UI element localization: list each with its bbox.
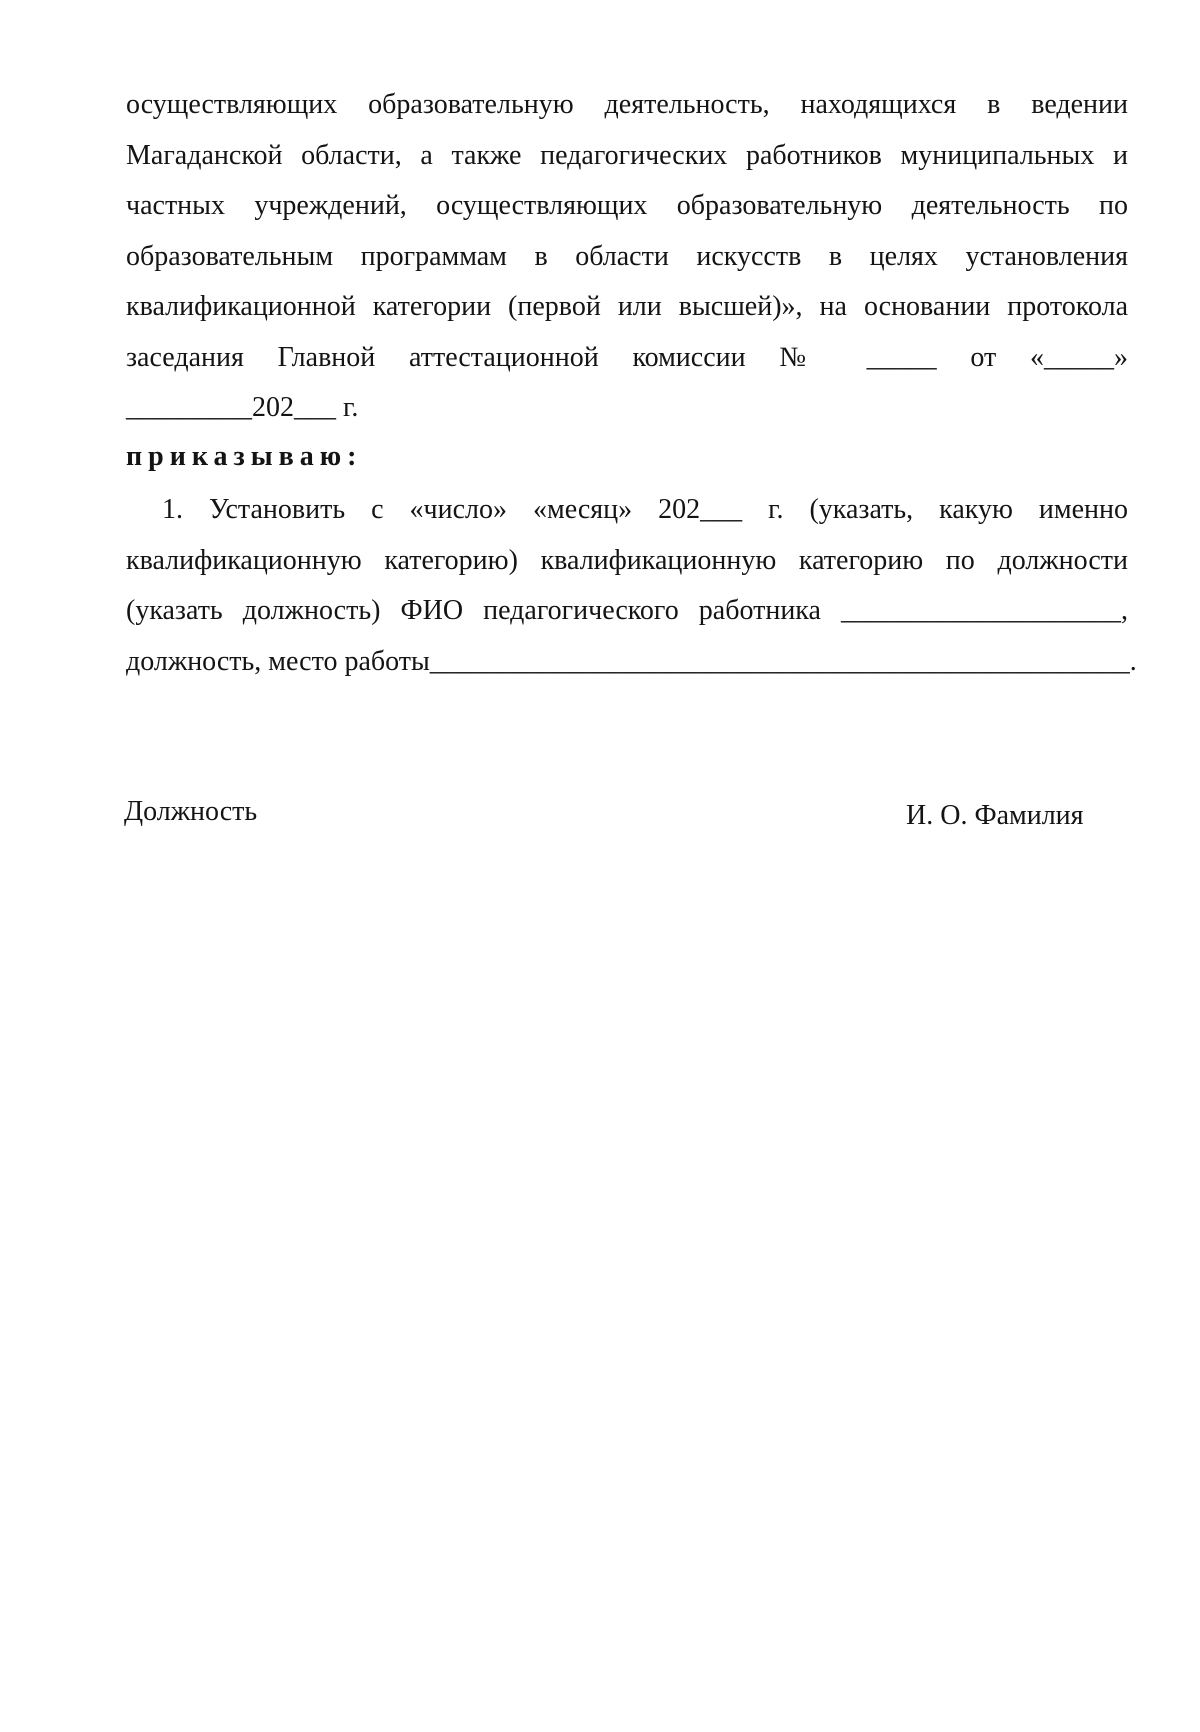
- order-item-line: [126, 485, 1128, 536]
- order-heading: приказываю:: [126, 441, 363, 472]
- preamble-line: заседания Главной аттестационной комиссии № _____ от «_____»: [126, 341, 1128, 373]
- preamble-line: частных учреждений, осуществляющих образовательную деятельность по: [126, 190, 1128, 221]
- preamble-paragraph: [126, 80, 1128, 434]
- preamble-line: осуществляющих образовательную деятельность, находящихся в ведении: [126, 89, 1128, 120]
- order-item-line: должность, место работы__________________________________________________.: [126, 645, 1137, 677]
- order-item-line: (указать должность) ФИО педагогического работника ____________________,: [126, 595, 1128, 626]
- preamble-line: _________202___ г.: [126, 392, 359, 423]
- signatory-position: Должность: [124, 796, 258, 827]
- order-item-1: [126, 485, 1137, 687]
- preamble-line: квалификационной категории (первой или высшей)», на основании протокола: [126, 291, 1128, 322]
- preamble-line: образовательным программам в области искусств в целях установления: [126, 240, 1128, 272]
- order-item-line-text: 1. Установить с «число» «месяц» 202___ г. (указать, какую именно: [162, 494, 1128, 525]
- signatory-name: И. О. Фамилия: [906, 800, 1084, 831]
- preamble-line: Магаданской области, а также педагогических работников муниципальных и: [126, 139, 1128, 171]
- order-item-line: квалификационную категорию) квалификационную категорию по должности: [126, 544, 1128, 576]
